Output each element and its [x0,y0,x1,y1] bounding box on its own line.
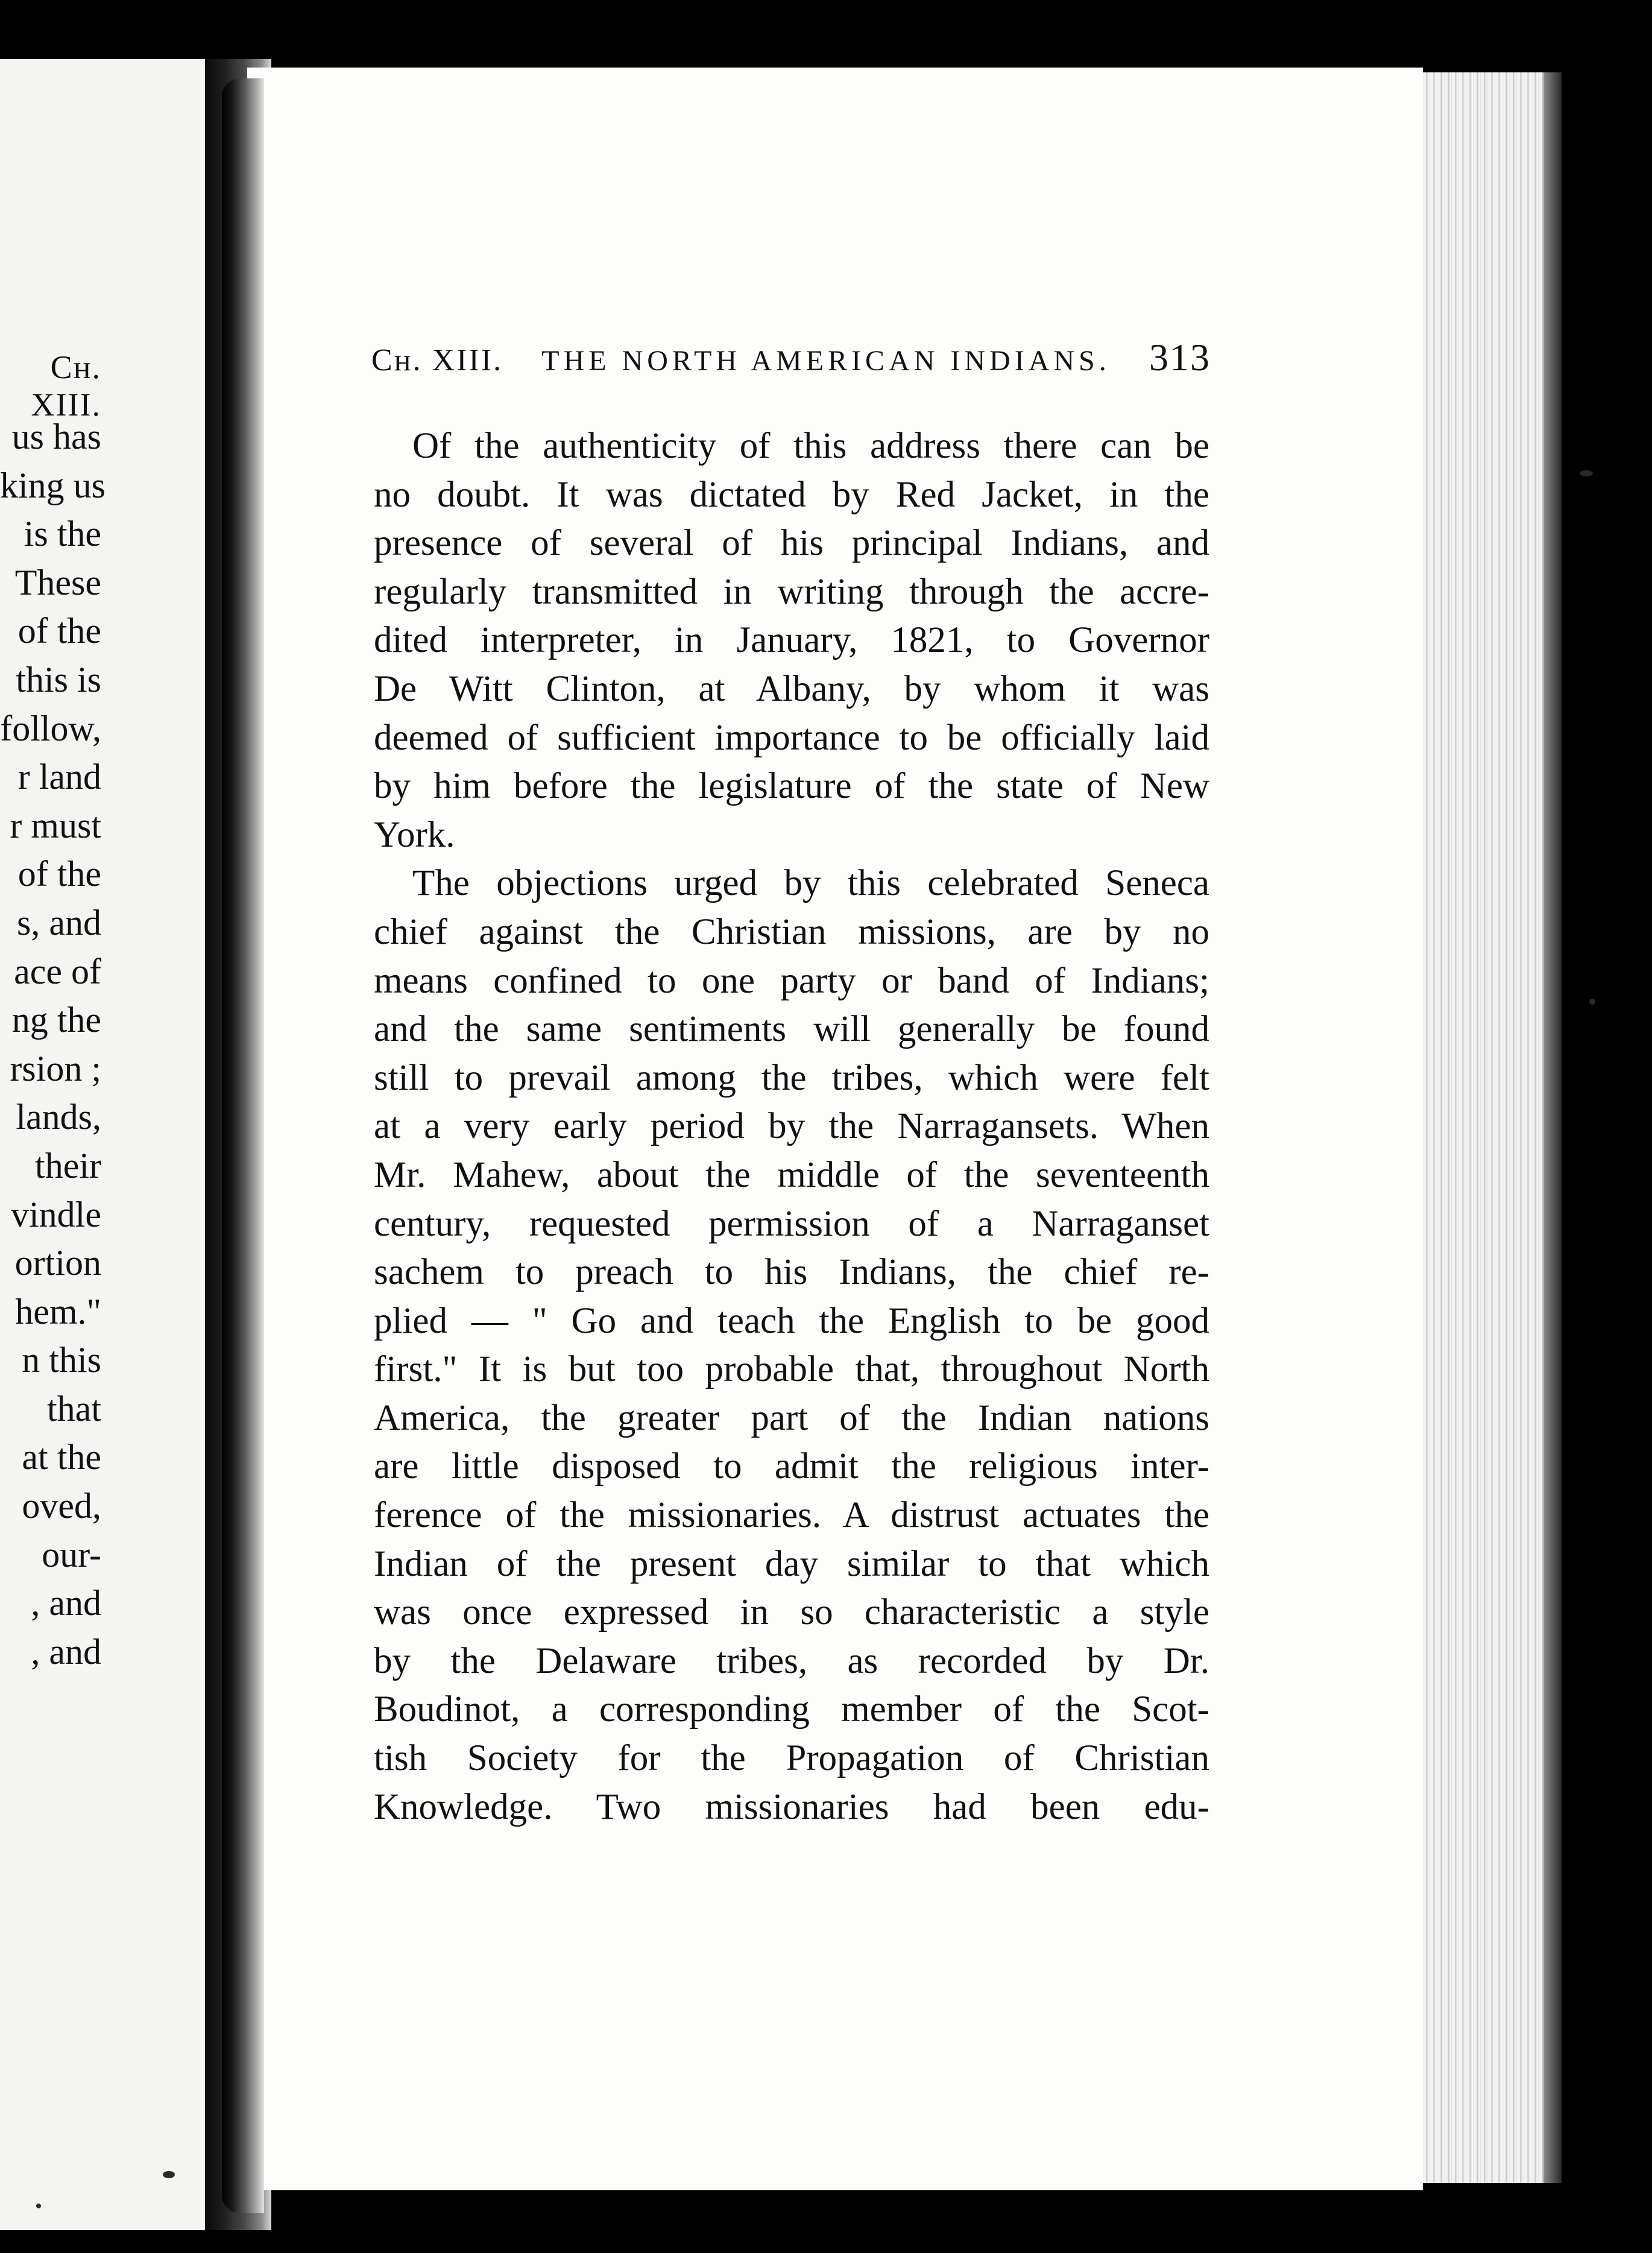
chapter-label: Cн. XIII. [371,343,503,378]
text-line: was once expressed in so characteristic a style [374,1592,1209,1633]
previous-page-line: rsion ; [10,1048,101,1089]
previous-page-line: n this [22,1340,101,1380]
text-line: dited interpreter, in January, 1821, to Governor [374,620,1209,661]
text-line: are little disposed to admit the religious inter- [374,1446,1209,1487]
previous-page-line: of the [17,611,101,651]
previous-page-fragment [0,59,222,2230]
fore-edge-shadow [1543,72,1562,2183]
book-title: THE NORTH AMERICAN INDIANS. [541,345,1111,377]
text-line: The objections urged by this celebrated Seneca [412,863,1209,904]
page-stack-fore-edge [1423,72,1556,2183]
previous-page-line: that [47,1388,101,1429]
previous-page-line: is the [24,514,101,554]
text-line: presence of several of his principal Indians, and [374,523,1209,564]
previous-page-line: lands, [16,1097,101,1137]
text-line: tish Society for the Propagation of Christian [374,1738,1209,1779]
text-line: York. [374,814,455,855]
previous-page-line: These [14,562,101,602]
scan-speck [1589,999,1595,1005]
previous-page-line: , and [31,1631,101,1672]
text-line: Knowledge. Two missionaries had been edu- [374,1786,1209,1827]
text-line: De Witt Clinton, at Albany, by whom it was [374,668,1209,709]
scan-speck [163,2171,175,2178]
text-line: sachem to preach to his Indians, the chief re- [374,1252,1209,1293]
previous-page-line: this is [16,659,101,700]
scan-speck [36,2204,41,2208]
previous-page-line: r land [17,757,101,797]
previous-page-line: ace of [14,951,101,991]
previous-page-line: follow, [0,708,101,748]
text-line: by the Delaware tribes, as recorded by Dr. [374,1640,1209,1681]
previous-page-line: hem." [15,1291,101,1332]
text-line: by him before the legislature of the state of New [374,766,1209,807]
text-line: regularly transmitted in writing through the accre- [374,571,1209,612]
previous-page-line: vindle [11,1194,101,1234]
previous-page-line: of the [17,854,101,894]
page-number: 313 [1149,336,1211,379]
text-line: ference of the missionaries. A distrust actuates the [374,1495,1209,1536]
text-line: and the same sentiments will generally be found [374,1009,1209,1050]
running-head [371,335,1211,387]
previous-page-running-head: Cн. XIII. [31,349,101,423]
text-line: Mr. Mahew, about the middle of the seventeenth [374,1154,1209,1195]
text-line: plied — " Go and teach the English to be good [374,1300,1209,1341]
text-line: at a very early period by the Narragansets. When [374,1106,1209,1147]
text-line: no doubt. It was dictated by Red Jacket, in the [374,474,1209,515]
previous-page-line: their [35,1145,101,1186]
previous-page-line: ortion [14,1243,101,1283]
text-line: deemed of sufficient importance to be officially laid [374,717,1209,758]
previous-page-line: s, and [17,902,101,943]
previous-page-line: r must [10,805,101,845]
previous-page-line: , and [31,1583,101,1623]
text-line: still to prevail among the tribes, which were felt [374,1057,1209,1098]
text-line: Indian of the present day similar to that which [374,1543,1209,1584]
previous-page-line: king us [0,465,106,505]
page-body-text [374,422,1209,1831]
previous-page-line: ng the [11,1000,101,1040]
text-line: century, requested permission of a Narraganset [374,1203,1209,1244]
text-line: chief against the Christian missions, are by no [374,911,1209,952]
previous-page-line: our- [42,1534,101,1575]
previous-page-line: us has [11,417,101,457]
text-line: Boudinot, a corresponding member of the Scot- [374,1689,1209,1730]
page-inner-edge-shadow [222,78,264,2213]
previous-page-line: at the [22,1437,101,1477]
text-line: means confined to one party or band of Indians; [374,960,1209,1001]
previous-page-line: oved, [22,1486,101,1526]
text-line: first." It is but too probable that, throughout North [374,1349,1209,1390]
text-line: Of the authenticity of this address there can be [412,426,1209,466]
text-line: America, the greater part of the Indian nations [374,1397,1209,1438]
scan-speck [1580,470,1593,476]
previous-page-text [0,412,106,1676]
